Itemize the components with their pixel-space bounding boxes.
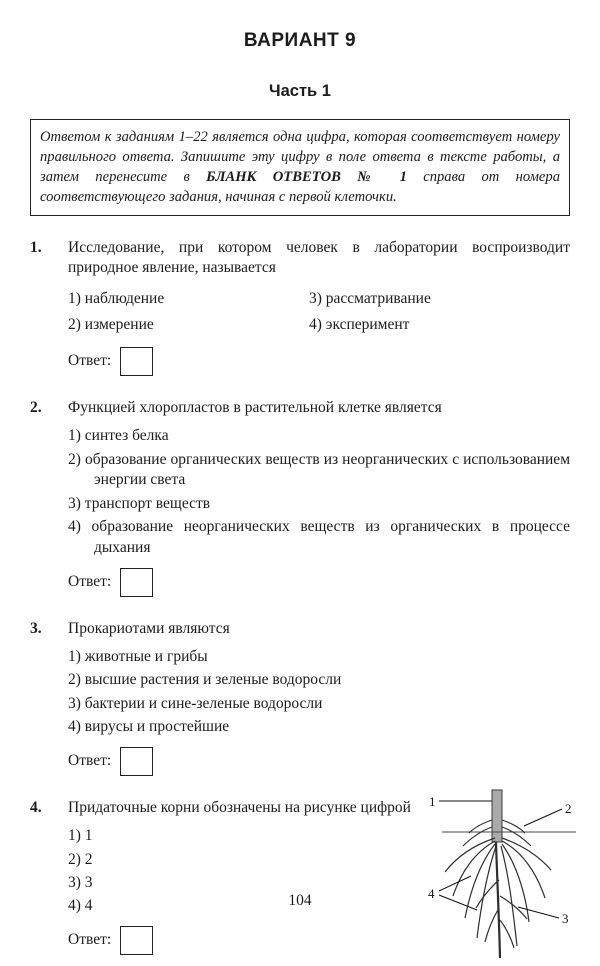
question-2-text: Функцией хлоропластов в растительной клетке является xyxy=(68,399,442,417)
figure-label-3: 3 xyxy=(562,911,569,927)
option: 1) синтез белка xyxy=(68,427,169,445)
root-system-figure xyxy=(426,788,578,966)
part-title: Часть 1 xyxy=(269,82,331,100)
answer-label: Ответ: xyxy=(68,931,112,949)
answer-row xyxy=(68,568,570,597)
question-1-number: 1. xyxy=(30,238,42,256)
answer-box-3[interactable] xyxy=(120,747,153,776)
figure-label-2: 2 xyxy=(565,801,572,817)
option: 4) образование неорганических веществ из органических в процессе дыхания xyxy=(68,518,570,557)
question-4-number: 4. xyxy=(30,799,42,817)
option: 2) образование органических веществ из неорганических с использованием энергии света xyxy=(68,450,570,489)
instruction-bold: БЛАНК ОТВЕТОВ № 1 xyxy=(206,169,407,186)
question-2-number: 2. xyxy=(30,399,42,417)
option: 2) 2 xyxy=(68,850,93,868)
option: 1) 1 xyxy=(68,827,93,845)
option: 4) вирусы и простейшие xyxy=(68,718,230,736)
instruction-text-2: справа от номера соответствующего задания, начиная с первой клеточки. xyxy=(40,169,560,206)
answer-row xyxy=(68,747,570,776)
option: 3) рассматривание xyxy=(309,289,431,307)
question-3-options xyxy=(68,647,570,738)
figure-label-4: 4 xyxy=(428,886,435,902)
answer-box-1[interactable] xyxy=(120,347,153,376)
answer-label: Ответ: xyxy=(68,752,112,770)
answer-row xyxy=(68,347,570,376)
instruction-box xyxy=(30,119,570,216)
option: 4) 4 xyxy=(68,897,93,915)
option: 3) транспорт веществ xyxy=(68,494,211,512)
stem-shape xyxy=(492,790,502,842)
question-1 xyxy=(30,238,570,377)
question-1-text: Исследование, при котором человек в лаборатории воспроизводит природное явление, называется xyxy=(68,238,570,277)
option: 3) 3 xyxy=(68,874,93,892)
question-3-number: 3. xyxy=(30,620,42,638)
answer-box-4[interactable] xyxy=(120,926,153,955)
answer-label: Ответ: xyxy=(68,573,112,591)
question-3 xyxy=(30,619,570,776)
question-3-text: Прокариотами являются xyxy=(68,620,230,638)
question-2 xyxy=(30,398,570,597)
question-2-options xyxy=(68,426,570,559)
page-number: 104 xyxy=(288,892,312,909)
figure-label-1: 1 xyxy=(429,794,436,810)
option: 2) измерение xyxy=(68,315,154,333)
question-4 xyxy=(30,794,572,955)
page-title: ВАРИАНТ 9 xyxy=(243,30,357,51)
option: 2) высшие растения и зеленые водоросли xyxy=(68,671,342,689)
question-1-options xyxy=(68,286,570,338)
answer-label: Ответ: xyxy=(68,352,112,370)
option: 1) наблюдение xyxy=(68,289,165,307)
option: 3) бактерии и сине-зеленые водоросли xyxy=(68,694,323,712)
question-4-text: Придаточные корни обозначены на рисунке цифрой xyxy=(68,799,411,817)
instruction-text-1: Ответом к заданиям 1–22 является одна цифра, которая соответствует номеру правильного ответа. Запишите эту цифру в поле ответа в тексте работы, а затем перенесите в xyxy=(40,129,560,186)
answer-box-2[interactable] xyxy=(120,568,153,597)
option: 1) животные и грибы xyxy=(68,648,208,666)
option: 4) эксперимент xyxy=(309,315,410,333)
